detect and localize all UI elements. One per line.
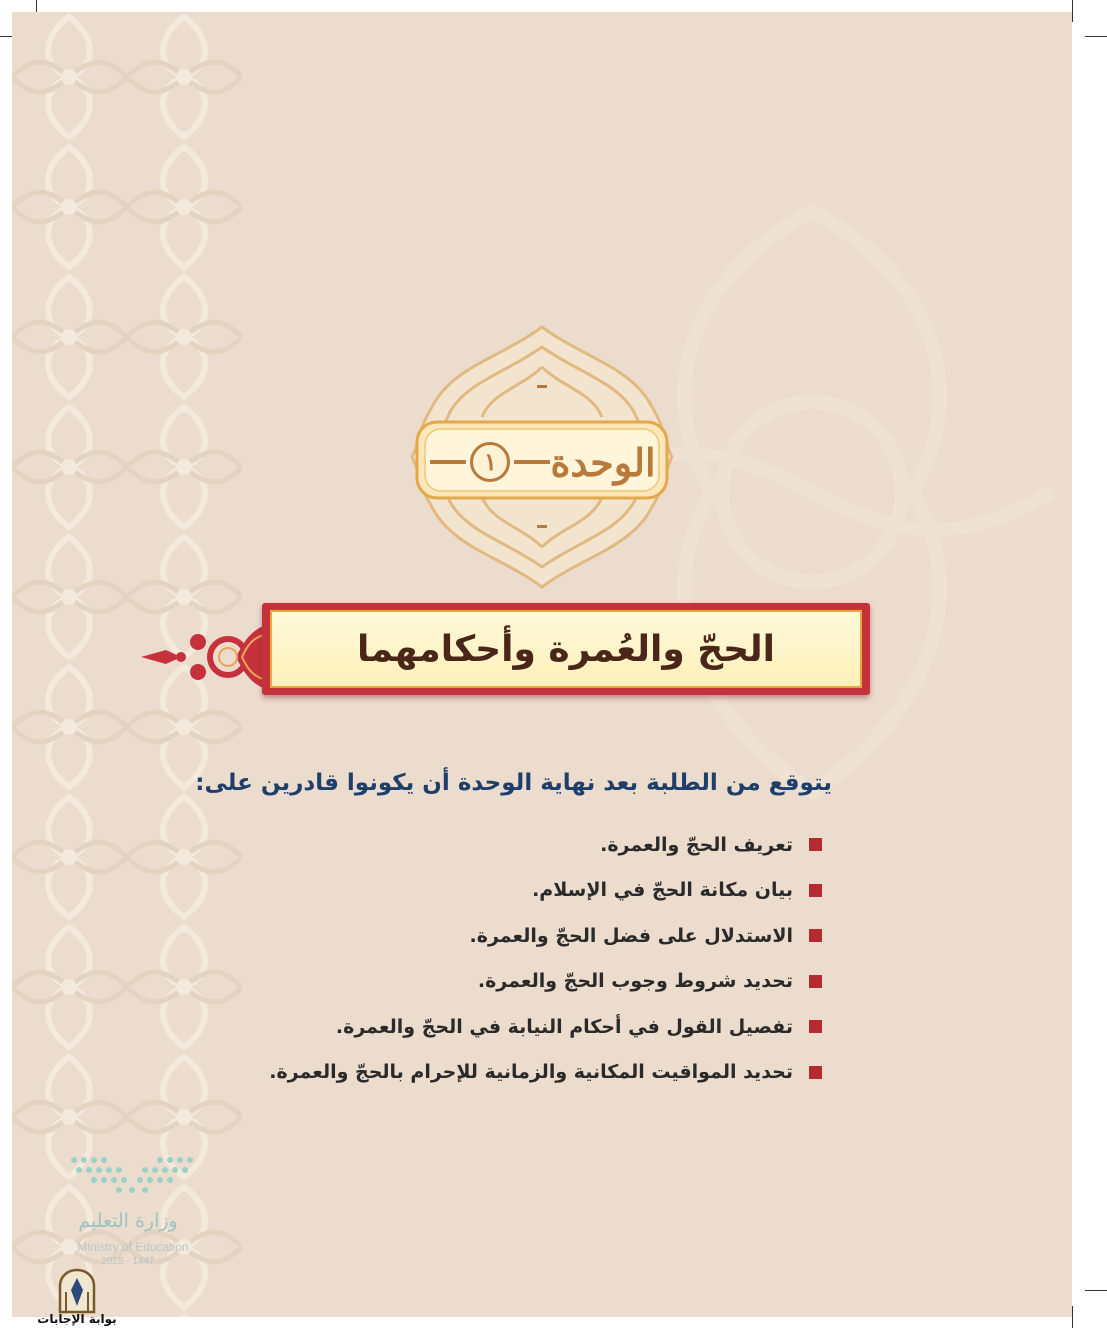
lesson-title: الحجّ والعُمرة وأحكامهما <box>357 628 775 670</box>
ministry-name-en: Ministry of Education <box>77 1240 189 1254</box>
site-logo-icon <box>56 1268 98 1314</box>
unit-dash <box>430 460 466 464</box>
square-bullet-icon <box>809 1066 822 1079</box>
square-bullet-icon <box>809 1020 822 1033</box>
objective-item <box>202 868 822 914</box>
objective-text: تحديد شروط وجوب الحجّ والعمرة. <box>477 970 793 993</box>
objective-item <box>202 959 822 1005</box>
objective-text: الاستدلال على فضل الحجّ والعمرة. <box>469 924 793 947</box>
unit-dash <box>514 460 550 464</box>
ministry-name-ar: وزارة التعليم <box>78 1210 178 1232</box>
ministry-logo <box>58 1152 218 1267</box>
textbook-page <box>12 12 1072 1326</box>
objective-item <box>202 913 822 959</box>
lesson-title-panel <box>270 610 862 688</box>
unit-number: ١ <box>470 442 510 482</box>
square-bullet-icon <box>809 975 822 988</box>
objective-text: تفصيل القول في أحكام النيابة في الحجّ والعمرة. <box>335 1015 793 1038</box>
objective-item <box>202 1050 822 1096</box>
objective-text: تعريف الحجّ والعمرة. <box>600 833 793 856</box>
crop-mark <box>1085 1290 1107 1291</box>
unit-word: الوحدة <box>550 439 656 485</box>
crop-mark <box>1072 1306 1073 1328</box>
ministry-dots-icon <box>64 1152 200 1198</box>
objective-text: بيان مكانة الحجّ في الإسلام. <box>532 879 793 902</box>
square-bullet-icon <box>809 929 822 942</box>
objectives-list <box>202 822 822 1095</box>
crop-mark <box>1085 36 1107 37</box>
objective-item <box>202 822 822 868</box>
edition-year: 2025 - 1447 <box>101 1256 155 1267</box>
square-bullet-icon <box>809 838 822 851</box>
unit-number-label <box>412 424 674 500</box>
site-name: بوابة الإجابات <box>37 1312 117 1326</box>
square-bullet-icon <box>809 884 822 897</box>
lesson-title-frame <box>262 603 870 695</box>
crop-mark <box>1072 0 1073 22</box>
objectives-intro: يتوقع من الطلبة بعد نهاية الوحدة أن يكونوا قادرين على: <box>195 770 832 796</box>
objective-item <box>202 1004 822 1050</box>
objective-text: تحديد المواقيت المكانية والزمانية للإحرام بالحجّ والعمرة. <box>269 1061 793 1084</box>
